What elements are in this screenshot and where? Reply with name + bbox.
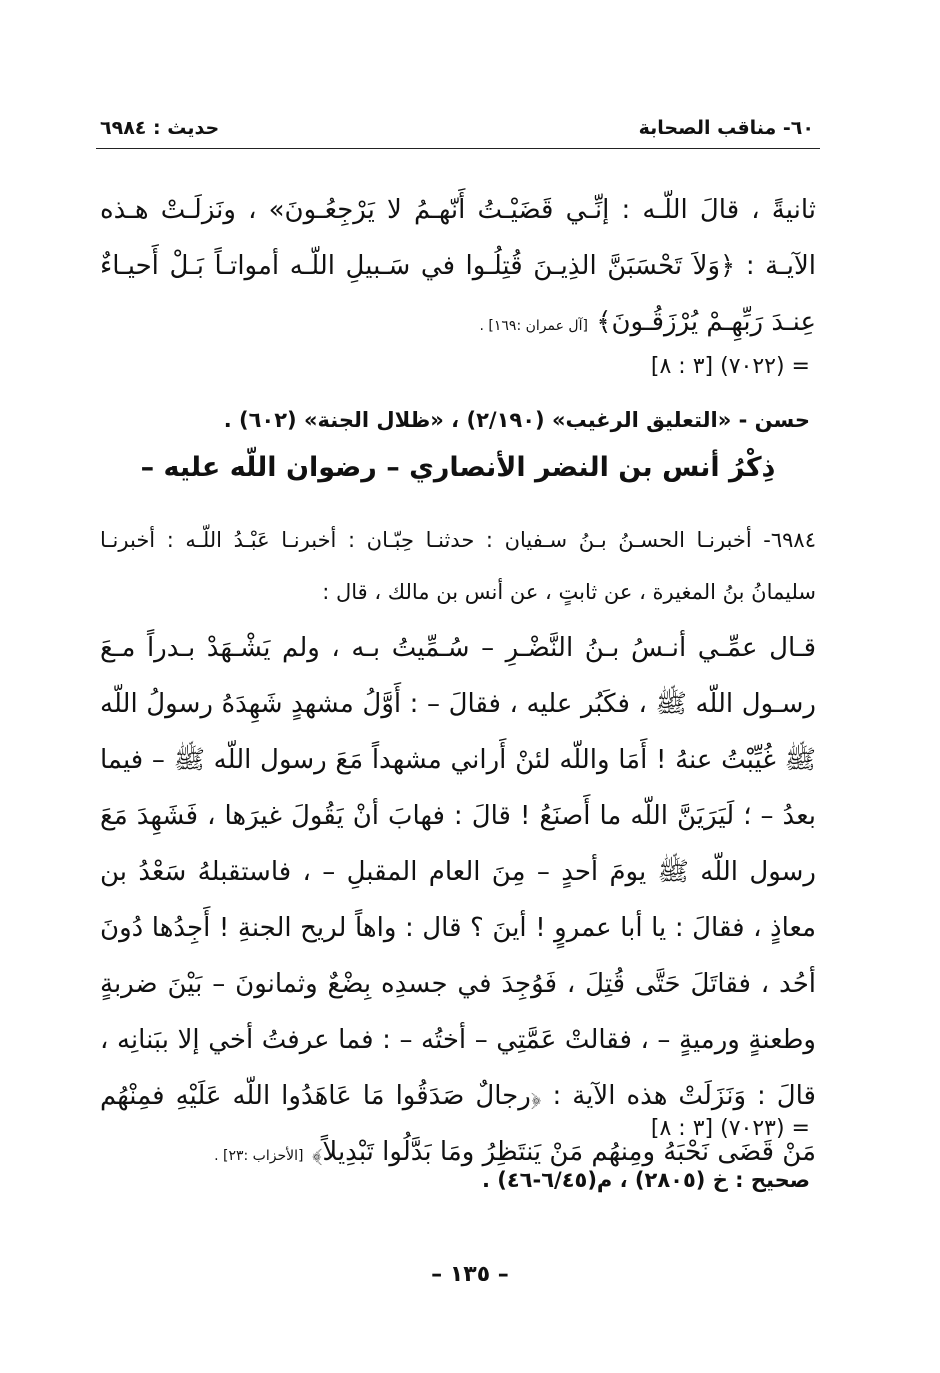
- isnad-chain: ٦٩٨٤- أخبرنـا الحسـنُ بـنُ سـفيان : حدثنـا حِبّـان : أخبرنـا عَبْـدُ اللّـه : أخبرنـا سليمانُ بنُ المغيرة ، عن ثابتٍ ، عن أنس بن مالك ، قال :: [100, 528, 816, 604]
- header-divider: [96, 148, 820, 149]
- continued-text-body: ثانيةً ، قالَ اللّـه : إنِّـي قَضَيْـتُ أَنّهـمُ لا يَرْجِعُـونَ» ، ونَزلَـتْ هـذه الآيـة : ﴿وَلاَ تَحْسَبَنَّ الذِيـنَ قُتِلُـوا في سَـبيلِ اللّـه أمواتـاً بَـلْ أَحيـاءٌ عِنـدَ رَبِّهِـمْ يُرْزَقُـونَ﴾: [100, 195, 816, 337]
- section-heading: ذِكْرُ أنس بن النضر الأنصاري – رضوان اللّه عليه –: [140, 452, 776, 483]
- quran-citation-al-imran: [آل عمران :١٦٩] .: [479, 318, 588, 334]
- matn-text: قـال عمِّـي أنـسُ بـنُ النَّضْـرِ – سُـمِّيتُ بـه ، ولم يَشْـهَدْ بـدراً مـعَ رسـول اللّه ﷺ ، فكَبُر عليه ، فقالَ – : أَوَّلُ مشهدٍ شَهِدَهُ رسولُ اللّه ﷺ غُيِّبْتُ عنهُ ! أَمَا واللّه لئنْ أَراني مشهداً مَعَ رسول اللّه ﷺ – فيما بعدُ – ؛ لَيَرَيَنَّ اللّه ما أَصنَعُ ! قالَ : فهابَ أنْ يَقُولَ غيرَها ، فَشَهِدَ مَعَ رسول اللّه ﷺ يومَ أحدٍ – مِنَ العام المقبلِ – ، فاستقبلهُ سَعْدُ بن معاذٍ ، فقالَ : يا أبا عمروٍ ! أينَ ؟ قال : واهاً لريح الجنةِ ! أَجِدُها دُونَ أحُد ، فقاتَلَ حَتَّى قُتِلَ ، فَوُجِدَ في جسدِه بِضْعٌ وثمانونَ – بَيْنَ ضربةٍ وطعنةٍ ورميةٍ – ، فقالتْ عَمَّتِي – أختُه – : فما عرفتُ أخي إلا ببَنانِه ، قالَ : وَنَزَلَتْ هذه الآية : ﴿رجالٌ صَدَقُوا مَا عَاهَدُوا اللّه عَلَيْهِ فمِنْهُم مَنْ قَضَى نَحْبَهُ ومِنهُم مَنْ يَنتَظِرُ ومَا بَدَّلُوا تَبْدِيلاً﴾: [100, 633, 816, 1167]
- running-header: [100, 112, 814, 144]
- page-number: – ١٣٥ –: [431, 1262, 509, 1287]
- quran-citation-al-ahzab: [الأحزاب :٢٣] .: [214, 1148, 304, 1164]
- continued-hadith-text: [100, 182, 816, 354]
- hadith-matn: [100, 620, 816, 1184]
- grading-2: صحيح : خ (٢٨٠٥) ، م(٦/٤٥-٤٦) .: [481, 1168, 810, 1192]
- cross-reference-2: = (٧٠٢٣) [٣ : ٨]: [650, 1116, 810, 1141]
- grading-1: حسن - «التعليق الرغيب» (٢/١٩٠) ، «ظلال الجنة» (٦٠٢) .: [223, 408, 810, 432]
- chapter-title: ٦٠- مناقب الصحابة: [638, 117, 814, 139]
- cross-reference-1: = (٧٠٢٢) [٣ : ٨]: [650, 354, 810, 379]
- hadith-number-ref: حديث : ٦٩٨٤: [100, 117, 220, 139]
